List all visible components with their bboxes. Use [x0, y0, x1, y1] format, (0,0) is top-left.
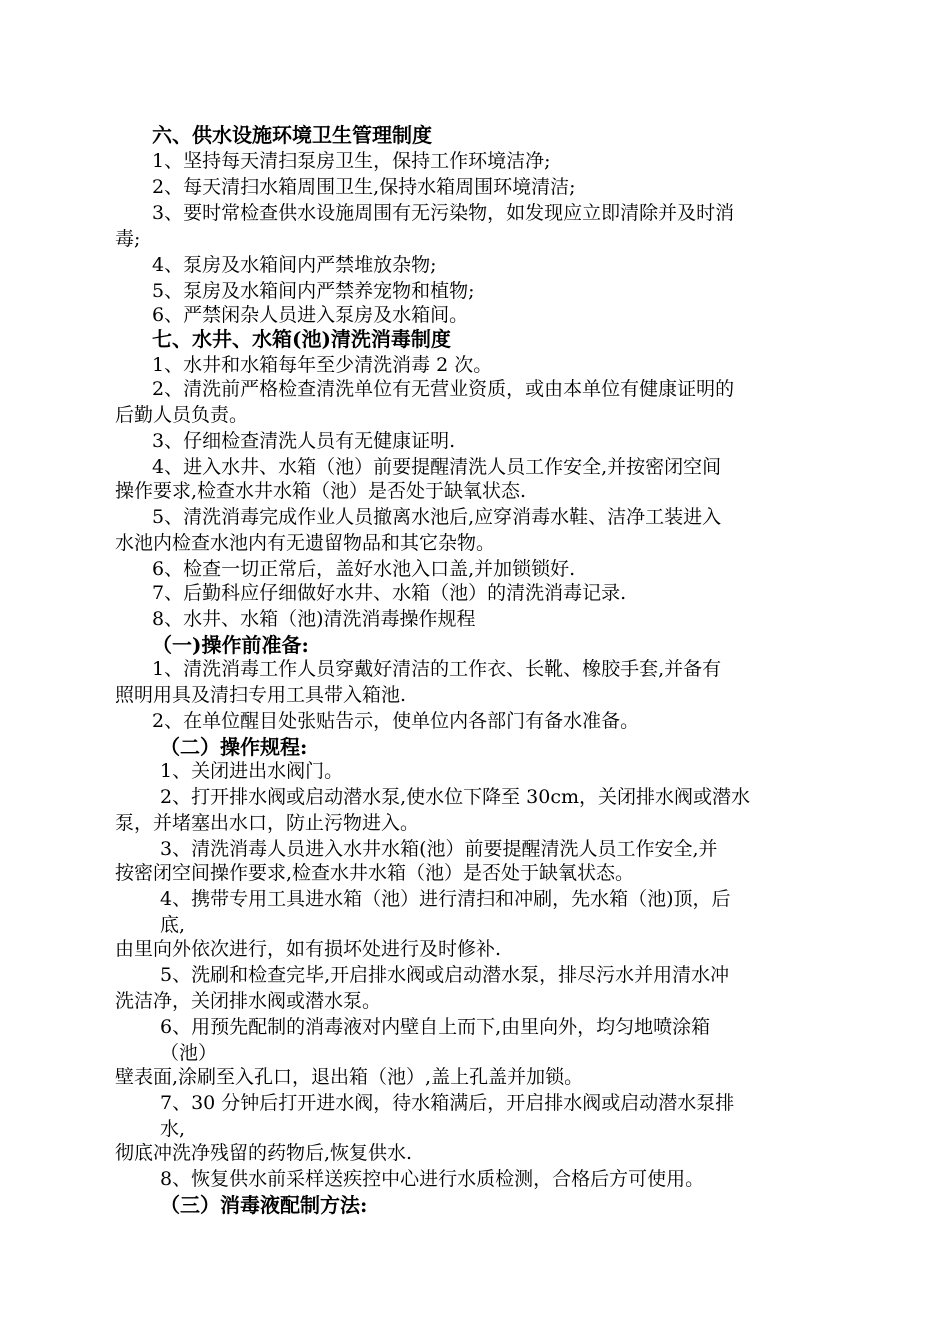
paragraph-line: 3、清洗消毒人员进入水井水箱(池）前要提醒清洗人员工作安全,并: [160, 838, 718, 860]
paragraph-line: 水,: [160, 1118, 186, 1140]
paragraph-line: 4、进入水井、水箱（池）前要提醒清洗人员工作安全,并按密闭空间: [152, 456, 722, 478]
section-heading-seven: 七、水井、水箱(池)清洗消毒制度: [152, 327, 451, 351]
paragraph-line: 6、检查一切正常后，盖好水池入口盖,并加锁锁好.: [152, 558, 576, 580]
paragraph-line: 后勤人员负责。: [115, 404, 249, 426]
paragraph-line: 4、泵房及水箱间内严禁堆放杂物;: [152, 254, 437, 276]
paragraph-line: 底,: [160, 914, 186, 936]
paragraph-line: （池）: [160, 1042, 218, 1064]
subsection-heading-two: （二）操作规程:: [160, 735, 308, 759]
section-heading-six: 六、供水设施环境卫生管理制度: [152, 123, 432, 147]
paragraph-line: 7、后勤科应仔细做好水井、水箱（池）的清洗消毒记录.: [152, 582, 627, 604]
paragraph-line: 6、用预先配制的消毒液对内壁自上而下,由里向外，均匀地喷涂箱: [160, 1016, 711, 1038]
paragraph-line: 5、泵房及水箱间内严禁养宠物和植物;: [152, 280, 475, 302]
paragraph-line: 按密闭空间操作要求,检查水井水箱（池）是否处于缺氧状态。: [115, 862, 635, 884]
paragraph-line: 1、水井和水箱每年至少清洗消毒 2 次。: [152, 354, 493, 376]
paragraph-line: 壁表面,涂刷至入孔口，退出箱（池）,盖上孔盖并加锁。: [115, 1066, 584, 1088]
paragraph-line: 操作要求,检查水井水箱（池）是否处于缺氧状态.: [115, 480, 527, 502]
paragraph-line: 2、在单位醒目处张贴告示，使单位内各部门有备水准备。: [152, 710, 640, 732]
paragraph-line: 2、打开排水阀或启动潜水泵,使水位下降至 30cm，关闭排水阀或潜水: [160, 786, 751, 808]
paragraph-line: 泵，并堵塞出水口，防止污物进入。: [115, 812, 420, 834]
paragraph-line: 洗洁净，关闭排水阀或潜水泵。: [115, 990, 382, 1012]
paragraph-line: 水池内检查水池内有无遗留物品和其它杂物。: [115, 532, 496, 554]
paragraph-line: 毒;: [115, 228, 141, 250]
paragraph-line: 3、仔细检查清洗人员有无健康证明.: [152, 430, 456, 452]
paragraph-line: 由里向外依次进行，如有损坏处进行及时修补.: [115, 938, 502, 960]
paragraph-line: 2、清洗前严格检查清洗单位有无营业资质，或由本单位有健康证明的: [152, 378, 735, 400]
paragraph-line: 4、携带专用工具进水箱（池）进行清扫和冲刷，先水箱（池)顶，后: [160, 888, 731, 910]
subsection-heading-three: （三）消毒液配制方法:: [160, 1193, 368, 1217]
paragraph-line: 5、洗刷和检查完毕,开启排水阀或启动潜水泵，排尽污水并用清水冲: [160, 964, 730, 986]
subsection-heading-one: （一)操作前准备:: [152, 633, 309, 657]
paragraph-line: 3、要时常检查供水设施周围有无污染物，如发现应立即清除并及时消: [152, 202, 735, 224]
paragraph-line: 照明用具及清扫专用工具带入箱池.: [115, 684, 407, 706]
paragraph-line: 1、坚持每天清扫泵房卫生，保持工作环境洁净;: [152, 150, 551, 172]
paragraph-line: 8、水井、水箱（池)清洗消毒操作规程: [152, 608, 476, 630]
paragraph-line: 6、严禁闲杂人员进入泵房及水箱间。: [152, 304, 469, 326]
paragraph-line: 7、30 分钟后打开进水阀，待水箱满后，开启排水阀或启动潜水泵排: [160, 1092, 735, 1114]
paragraph-line: 1、清洗消毒工作人员穿戴好清洁的工作衣、长靴、橡胶手套,并备有: [152, 658, 722, 680]
paragraph-line: 5、清洗消毒完成作业人员撤离水池后,应穿消毒水鞋、洁净工装进入: [152, 506, 722, 528]
paragraph-line: 1、关闭进出水阀门。: [160, 760, 344, 782]
paragraph-line: 8、恢复供水前采样送疾控中心进行水质检测，合格后方可使用。: [160, 1168, 705, 1190]
paragraph-line: 彻底冲洗净残留的药物后,恢复供水.: [115, 1142, 413, 1164]
paragraph-line: 2、每天清扫水箱周围卫生,保持水箱周围环境清洁;: [152, 176, 576, 198]
